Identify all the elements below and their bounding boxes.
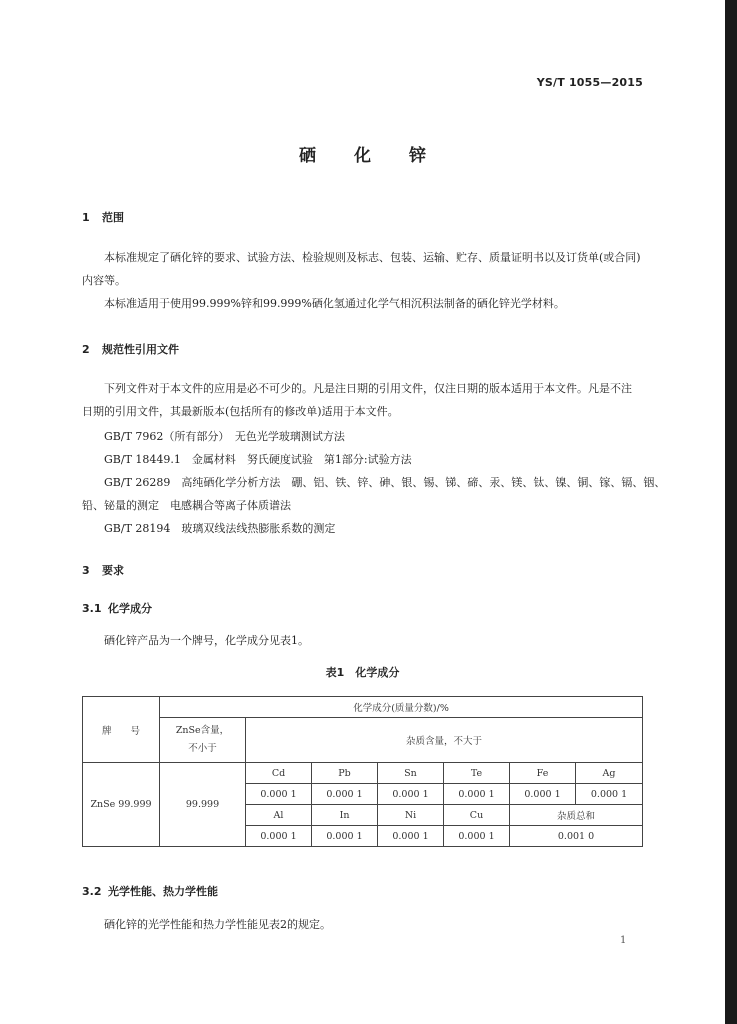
reference-item: GB/T 28194 玻璃双线法线热膨胀系数的测定	[104, 522, 336, 535]
reference-item: GB/T 26289 高纯硒化学分析方法 硼、铝、铁、锌、砷、银、锡、锑、碲、汞、镁、钛、镍、铜、镓、镉、铟、	[104, 476, 666, 489]
section-number: 2	[82, 343, 90, 356]
element-label: In	[312, 805, 378, 826]
section-3-heading	[82, 562, 124, 578]
normative-intro: 下列文件对于本文件的应用是必不可少的。凡是注日期的引用文件，仅注日期的版本适用于本文件。凡是不注日期的引用文件，其最新版本(包括所有的修改单)适用于本文件。	[82, 382, 632, 418]
reference-item: GB/T 18449.1 金属材料 努氏硬度试验 第1部分:试验方法	[104, 453, 412, 466]
impurity-value: 0.000 1	[312, 826, 378, 847]
element-label: Cu	[444, 805, 510, 826]
impurity-value: 0.000 1	[246, 826, 312, 847]
section-number: 3	[82, 564, 90, 577]
impurity-value: 0.000 1	[444, 826, 510, 847]
section-3-2-heading	[82, 883, 218, 899]
element-label: Fe	[510, 763, 576, 784]
impurity-value: 0.000 1	[510, 784, 576, 805]
impurity-value: 0.000 1	[576, 784, 643, 805]
element-label: Sn	[378, 763, 444, 784]
brand-value: ZnSe 99.999	[83, 763, 160, 847]
element-label: Ag	[576, 763, 643, 784]
section-2-heading	[82, 341, 179, 357]
znse-content-header	[160, 718, 246, 763]
section-title: 光学性能、热力学性能	[108, 885, 218, 898]
impurity-value: 0.000 1	[312, 784, 378, 805]
chemical-composition-table	[82, 696, 643, 847]
element-label: Cd	[246, 763, 312, 784]
section-1-heading	[82, 209, 124, 225]
scan-edge	[725, 0, 737, 1024]
section-3-1-heading	[82, 600, 152, 616]
impurity-value: 0.000 1	[246, 784, 312, 805]
standard-number: YS/T 1055—2015	[536, 76, 643, 89]
impurity-value: 0.000 1	[378, 784, 444, 805]
composition-sentence: 硒化锌产品为一个牌号，化学成分见表1。	[104, 634, 309, 647]
znse-header-line2: 不小于	[188, 743, 217, 754]
section-number: 3.2	[82, 885, 102, 898]
total-impurity-value: 0.001 0	[510, 826, 643, 847]
section-title: 规范性引用文件	[102, 343, 179, 356]
scope-paragraph-2: 本标准适用于使用99.999%锌和99.999%硒化氢通过化学气相沉积法制备的硒化锌光学材料。	[104, 297, 565, 310]
section-number: 1	[82, 211, 90, 224]
page-number: 1	[620, 935, 627, 946]
element-label: Ni	[378, 805, 444, 826]
znse-value: 99.999	[160, 763, 246, 847]
element-label: Pb	[312, 763, 378, 784]
scope-paragraph-1: 本标准规定了硒化锌的要求、试验方法、检验规则及标志、包装、运输、贮存、质量证明书以及订货单(或合同)内容等。	[82, 251, 641, 287]
element-label: Te	[444, 763, 510, 784]
properties-sentence: 硒化锌的光学性能和热力学性能见表2的规定。	[104, 918, 331, 931]
section-title: 范围	[102, 211, 124, 224]
total-impurity-label: 杂质总和	[510, 805, 643, 826]
document-title: 硒化锌	[299, 146, 464, 166]
impurity-header: 杂质含量，不大于	[246, 718, 643, 763]
composition-header: 化学成分(质量分数)/%	[160, 697, 643, 718]
section-number: 3.1	[82, 602, 102, 615]
reference-item-continued: 铅、铋量的测定 电感耦合等离子体质谱法	[82, 499, 291, 512]
impurity-value: 0.000 1	[378, 826, 444, 847]
brand-header: 牌 号	[83, 697, 160, 763]
znse-header-line1: ZnSe含量，	[175, 725, 230, 736]
section-title: 化学成分	[108, 602, 152, 615]
table-1-caption: 表1 化学成分	[325, 666, 400, 679]
element-label: Al	[246, 805, 312, 826]
impurity-value: 0.000 1	[444, 784, 510, 805]
reference-item: GB/T 7962（所有部分） 无色光学玻璃测试方法	[104, 430, 345, 443]
section-title: 要求	[102, 564, 124, 577]
